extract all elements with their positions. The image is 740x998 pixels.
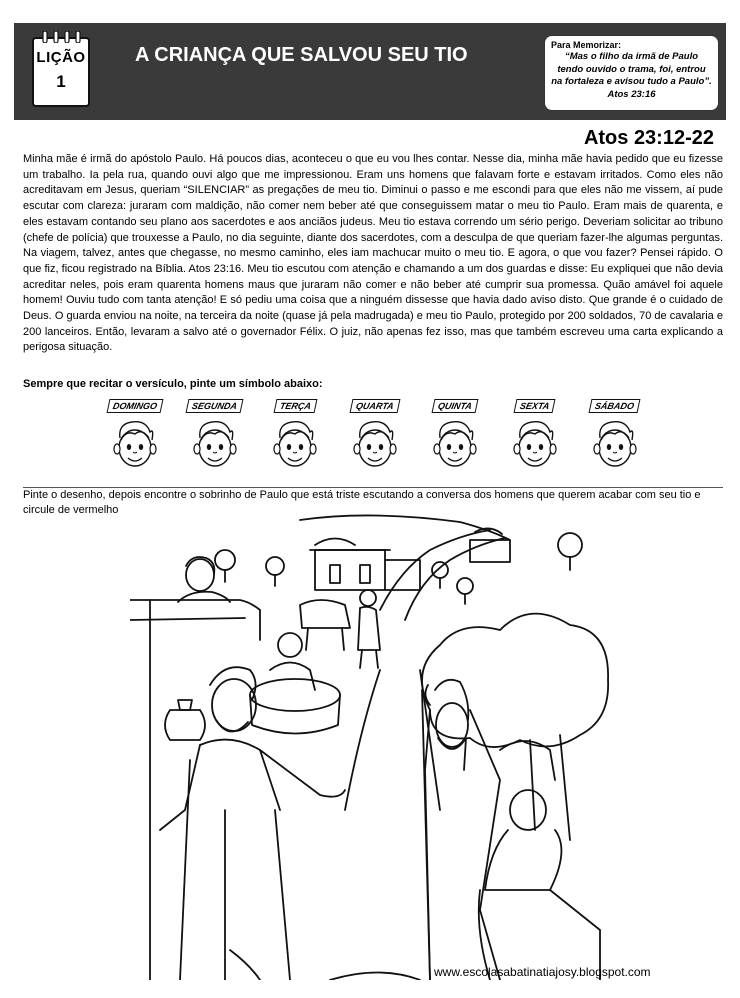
day-label: TERÇA <box>273 399 317 413</box>
day-wednesday[interactable] <box>340 396 410 470</box>
day-label: QUINTA <box>432 399 479 413</box>
story-text: Minha mãe é irmã do apóstolo Paulo. Há poucos dias, aconteceu o que eu vou lhes contar. Nesse dia, minha mãe havia pedido que eu fizesse um trabalho. Ia pela rua, quando ouvi algo que me impressionou. Eram uns homens que falavam forte e estavam irritados. Como eles não acreditavam em Jesus, queriam “SILENCIAR” as pregações de meu tio. Diminui o passo e me escondi para que eles não me vissem, aí pude escutar com clareza: juraram com maldição, não comer nem beber até que conseguissem matar o meu tio Paulo. Eram mais de quarenta, e eles estavam contando seu plano aos sacerdotes e aos anciãos judeus. Meu tio estava correndo um sério perigo. Deveriam solicitar ao tribuno (chefe de polícia) que trouxesse a Paulo, no dia seguinte, diante dos sacerdotes, com a desculpa de que queriam fazer-lhe algumas perguntas. Na viagem, talvez, antes que chegasse, no mesmo caminho, eles iam machucar muito o meu tio. E agora, o que vou fazer? Pensei rápido. O que fiz, ficou registrado na Bíblia. Atos 23:16. Meu tio escutou com atenção e chamando a um dos guardas e disse: Eu expliquei que não devia acreditar neles, pois eram quarenta homens maus que juraram não comer e não beber até cumprir sua promessa. Quão amável foi aquele homem! Ouviu tudo com tanta atenção! E só pediu uma coisa que a ninguém dissesse que havia dado aviso disto. Que grande é o cuidado de Deus. O guarda enviou na noite, na terceira da noite (quase já pela madrugada) e meu tio Paulo, protegido por 200 soldados, 70 de cavalaria e 200 lanceiros. Então, levaram a salvo até o governador Félix. O juiz, não apenas fez isso, mas que também escreveu uma carta explicando a perigosa situação. <box>23 153 723 354</box>
day-label: DOMINGO <box>107 399 164 413</box>
memory-verse-text: “Mas o filho da irmã de Paulo tendo ouvido o trama, foi, entrou na fortaleza e avisou tudo a Paulo”. Atos 23:16 <box>551 51 712 100</box>
lesson-header <box>14 23 726 120</box>
day-sunday[interactable] <box>100 396 170 470</box>
boy-face-icon[interactable] <box>192 418 238 470</box>
day-label: SÁBADO <box>589 399 641 413</box>
boy-face-icon[interactable] <box>352 418 398 470</box>
day-thursday[interactable] <box>420 396 490 470</box>
day-label: SEGUNDA <box>186 399 244 413</box>
boy-face-icon[interactable] <box>592 418 638 470</box>
notebook-rings-icon <box>40 31 84 43</box>
coloring-illustration[interactable] <box>130 510 610 980</box>
boy-face-icon[interactable] <box>432 418 478 470</box>
house-drawing <box>310 539 420 591</box>
verse-instruction: Sempre que recitar o versículo, pinte um símbolo abaixo: <box>23 378 323 390</box>
coloring-instruction: Pinte o desenho, depois encontre o sobrinho de Paulo que está triste escutando a conversa dos homens que querem acabar com seu tio e circule de vermelho <box>23 489 701 516</box>
memory-verse-label: Para Memorizar: <box>551 40 622 50</box>
page-title: A CRIANÇA QUE SALVOU SEU TIO <box>135 44 468 66</box>
day-monday[interactable] <box>180 396 250 470</box>
website-footer: www.escolasabatinatiajosy.blogspot.com <box>434 965 651 979</box>
man-standing-drawing <box>160 667 345 980</box>
day-label: SEXTA <box>514 399 556 413</box>
day-tuesday[interactable] <box>260 396 330 470</box>
day-saturday[interactable] <box>580 396 650 470</box>
boy-face-icon[interactable] <box>272 418 318 470</box>
lesson-badge <box>32 37 90 107</box>
bible-reference: Atos 23:12-22 <box>583 127 714 149</box>
boy-face-icon[interactable] <box>112 418 158 470</box>
boy-face-icon[interactable] <box>512 418 558 470</box>
weekday-tracker <box>100 396 660 482</box>
lesson-label: LIÇÃO <box>36 49 86 66</box>
memory-verse-box <box>544 35 719 111</box>
day-friday[interactable] <box>500 396 570 470</box>
lesson-number: 1 <box>56 72 66 91</box>
day-label: QUARTA <box>350 399 401 413</box>
sitting-man-drawing <box>479 741 600 980</box>
